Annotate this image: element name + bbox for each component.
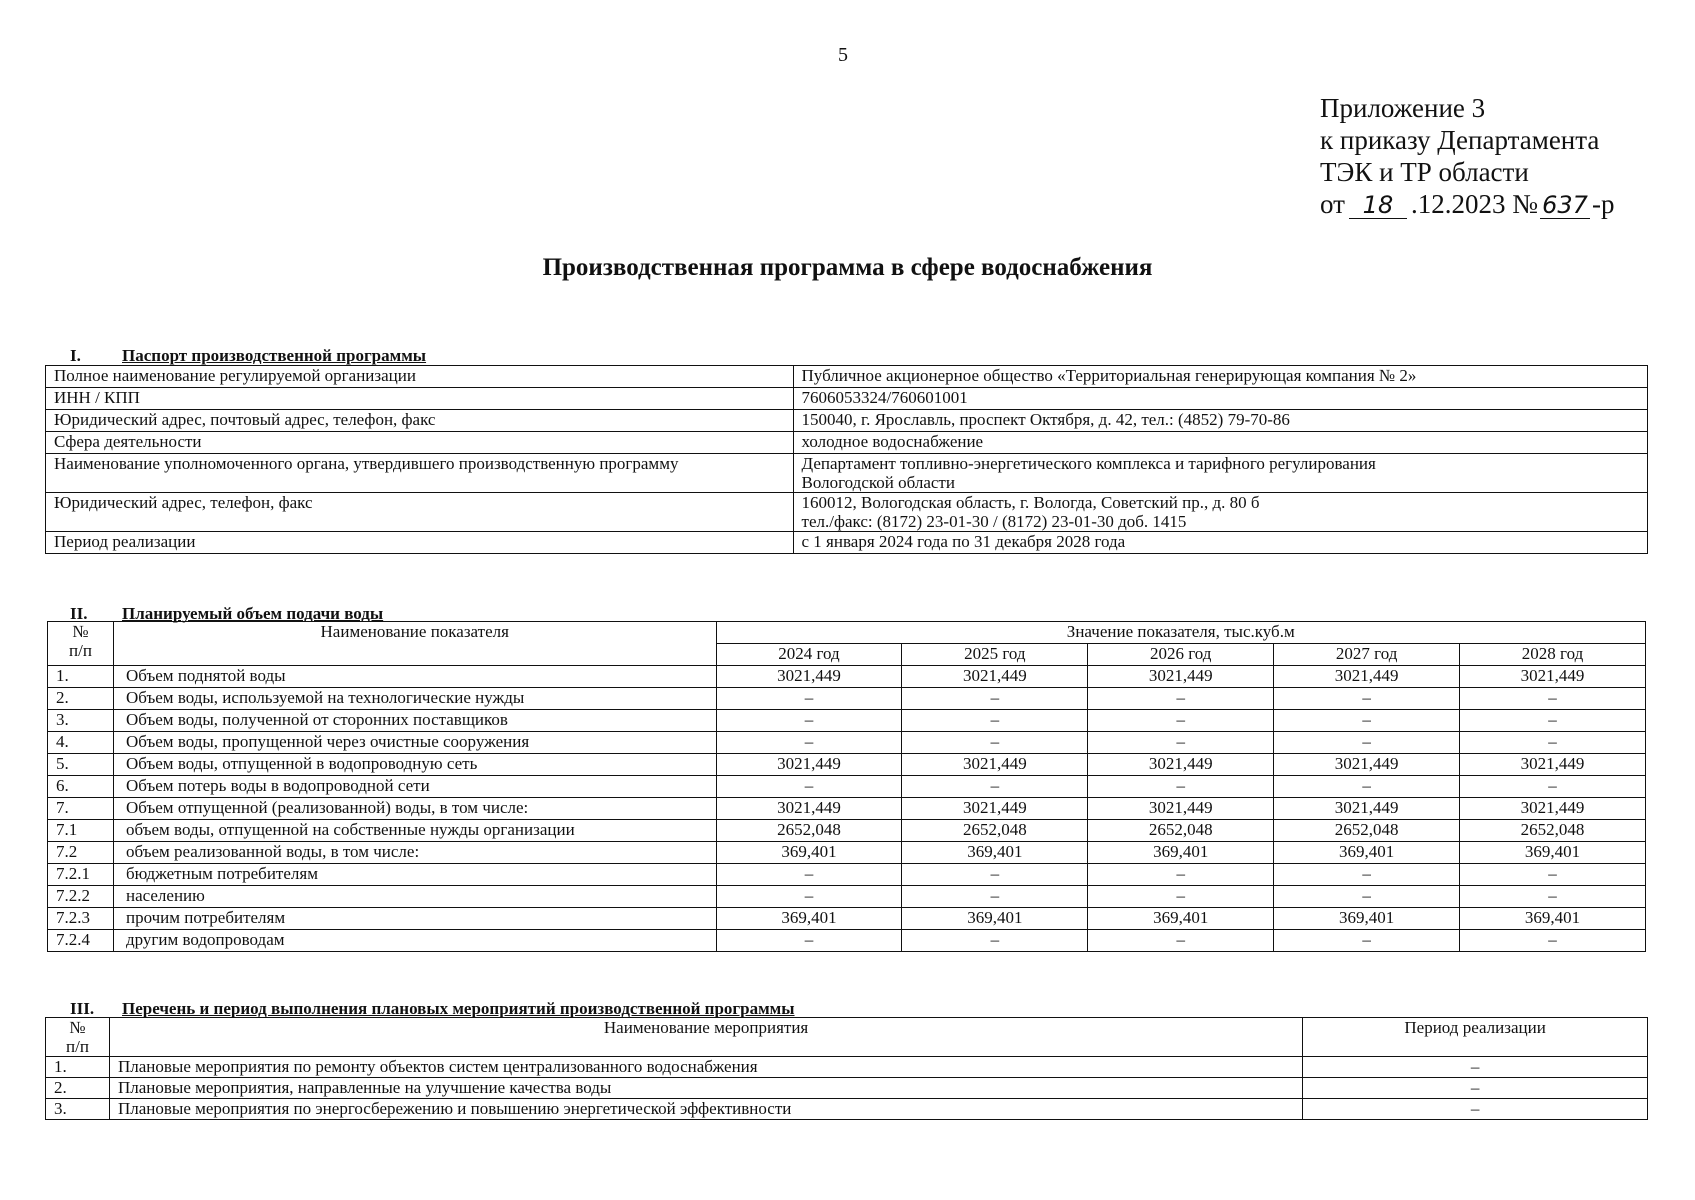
indicator-value: – <box>716 776 902 798</box>
indicator-value: – <box>902 930 1088 952</box>
indicator-value: – <box>902 732 1088 754</box>
row-number: 7.2.3 <box>48 908 114 930</box>
passport-value-line: 160012, Вологодская область, г. Вологда, Советский пр., д. 80 б <box>801 493 1260 512</box>
indicator-value: 3021,449 <box>716 754 902 776</box>
passport-value-line: 7606053324/760601001 <box>801 388 968 407</box>
table-row <box>46 1099 1648 1120</box>
header-measure-name: Наименование мероприятия <box>109 1018 1302 1057</box>
row-number: 1. <box>46 1057 110 1078</box>
order-suffix: -р <box>1591 189 1615 219</box>
indicator-name: бюджетным потребителям <box>113 864 716 886</box>
table-row <box>48 688 1646 710</box>
row-number: 7.2 <box>48 842 114 864</box>
row-number: 7.1 <box>48 820 114 842</box>
table-row <box>48 710 1646 732</box>
header-year: 2027 год <box>1274 644 1460 666</box>
indicator-value: – <box>716 732 902 754</box>
indicator-value: 369,401 <box>1274 908 1460 930</box>
measure-period: – <box>1303 1099 1648 1120</box>
indicator-value: 3021,449 <box>902 666 1088 688</box>
header-year: 2025 год <box>902 644 1088 666</box>
passport-value-line: Вологодской области <box>801 473 955 492</box>
passport-value <box>793 432 1647 454</box>
table-row <box>48 820 1646 842</box>
indicator-value: 3021,449 <box>902 798 1088 820</box>
passport-table-body <box>46 366 1648 554</box>
passport-value-line: Департамент топливно-энергетического комплекса и тарифного регулирования <box>801 454 1376 473</box>
header-year: 2028 год <box>1460 644 1646 666</box>
handwritten-order-number: 637 <box>1540 192 1590 219</box>
row-number: 6. <box>48 776 114 798</box>
row-number: 4. <box>48 732 114 754</box>
row-number: 5. <box>48 754 114 776</box>
header-year: 2026 год <box>1088 644 1274 666</box>
water-volume-table <box>47 621 1646 952</box>
table-row <box>48 930 1646 952</box>
passport-label: Наименование уполномоченного органа, утвердившего производственную программу <box>46 454 794 493</box>
header-num-sub: п/п <box>66 1037 89 1056</box>
appendix-block <box>1320 92 1614 220</box>
document-title: Производственная программа в сфере водоснабжения <box>542 254 1153 281</box>
indicator-value: 3021,449 <box>1274 798 1460 820</box>
passport-row <box>46 454 1648 493</box>
passport-row <box>46 410 1648 432</box>
header-period: Период реализации <box>1303 1018 1648 1057</box>
header-indicator-name: Наименование показателя <box>113 622 716 666</box>
indicator-value: – <box>1088 886 1274 908</box>
indicator-value: – <box>1460 710 1646 732</box>
passport-value-line: холодное водоснабжение <box>801 432 984 451</box>
indicator-name: другим водопроводам <box>113 930 716 952</box>
indicator-value: 2652,048 <box>1088 820 1274 842</box>
measure-period: – <box>1303 1057 1648 1078</box>
indicator-name: прочим потребителям <box>113 908 716 930</box>
table-row <box>48 666 1646 688</box>
indicator-value: – <box>716 930 902 952</box>
measures-body <box>46 1057 1648 1120</box>
passport-value <box>793 366 1647 388</box>
row-number: 7. <box>48 798 114 820</box>
indicator-value: 3021,449 <box>1274 666 1460 688</box>
passport-value-line: Публичное акционерное общество «Территориальная генерирующая компания № 2» <box>801 366 1417 385</box>
measure-name: Плановые мероприятия по ремонту объектов систем централизованного водоснабжения <box>109 1057 1302 1078</box>
indicator-name: Объем воды, используемой на технологические нужды <box>113 688 716 710</box>
passport-row <box>46 432 1648 454</box>
row-number: 2. <box>46 1078 110 1099</box>
passport-row <box>46 366 1648 388</box>
passport-label: Сфера деятельности <box>46 432 794 454</box>
indicator-value: – <box>716 864 902 886</box>
indicator-value: – <box>1274 886 1460 908</box>
table-row <box>48 842 1646 864</box>
indicator-value: 369,401 <box>1274 842 1460 864</box>
indicator-value: – <box>1088 732 1274 754</box>
section-title: Перечень и период выполнения плановых мероприятий производственной программы <box>122 999 795 1018</box>
indicator-value: – <box>1088 776 1274 798</box>
indicator-value: 2652,048 <box>902 820 1088 842</box>
table-row <box>46 1057 1648 1078</box>
appendix-date-line <box>1320 188 1614 220</box>
indicator-value: – <box>1088 688 1274 710</box>
passport-label: Полное наименование регулируемой организации <box>46 366 794 388</box>
header-num: № <box>72 622 89 641</box>
table-row <box>48 908 1646 930</box>
section-number: III. <box>70 999 95 1018</box>
passport-row <box>46 493 1648 532</box>
section-number: II. <box>70 604 88 623</box>
passport-row <box>46 532 1648 554</box>
indicator-value: 3021,449 <box>1460 798 1646 820</box>
indicator-value: 2652,048 <box>1460 820 1646 842</box>
indicator-name: Объем воды, пропущенной через очистные сооружения <box>113 732 716 754</box>
indicator-value: 369,401 <box>1088 908 1274 930</box>
page-number: 5 <box>838 44 848 66</box>
indicator-name: объем воды, отпущенной на собственные нужды организации <box>113 820 716 842</box>
row-number: 2. <box>48 688 114 710</box>
header-year: 2024 год <box>716 644 902 666</box>
indicator-value: – <box>1460 776 1646 798</box>
indicator-value: – <box>902 776 1088 798</box>
header-row <box>46 1018 1648 1057</box>
indicator-value: – <box>1088 930 1274 952</box>
row-number: 7.2.4 <box>48 930 114 952</box>
measure-name: Плановые мероприятия, направленные на улучшение качества воды <box>109 1078 1302 1099</box>
passport-value-line: 150040, г. Ярославль, проспект Октября, д. 42, тел.: (4852) 79-70-86 <box>801 410 1290 429</box>
passport-value <box>793 410 1647 432</box>
indicator-value: 2652,048 <box>1274 820 1460 842</box>
appendix-line-1: Приложение 3 <box>1320 93 1486 123</box>
date-rest: .12.2023 № <box>1410 189 1538 219</box>
water-volume-header <box>48 622 1646 666</box>
row-number: 7.2.1 <box>48 864 114 886</box>
passport-label: ИНН / КПП <box>46 388 794 410</box>
indicator-value: – <box>1088 864 1274 886</box>
table-row <box>48 754 1646 776</box>
header-value-group: Значение показателя, тыс.куб.м <box>716 622 1645 644</box>
indicator-value: 369,401 <box>716 842 902 864</box>
indicator-value: 3021,449 <box>1460 754 1646 776</box>
indicator-value: 3021,449 <box>1460 666 1646 688</box>
section-title: Планируемый объем подачи воды <box>122 604 384 623</box>
passport-value-line: с 1 января 2024 года по 31 декабря 2028 года <box>801 532 1126 551</box>
indicator-name: Объем воды, отпущенной в водопроводную сеть <box>113 754 716 776</box>
indicator-value: 369,401 <box>1460 908 1646 930</box>
indicator-value: – <box>1274 710 1460 732</box>
indicator-value: 3021,449 <box>1088 798 1274 820</box>
passport-value <box>793 532 1647 554</box>
indicator-value: 3021,449 <box>716 666 902 688</box>
table-row <box>48 886 1646 908</box>
handwritten-day: 18 <box>1349 192 1407 219</box>
appendix-line-3: ТЭК и ТР области <box>1320 157 1529 187</box>
indicator-value: 3021,449 <box>716 798 902 820</box>
indicator-name: Объем потерь воды в водопроводной сети <box>113 776 716 798</box>
passport-row <box>46 388 1648 410</box>
table-row <box>48 798 1646 820</box>
indicator-value: – <box>1460 886 1646 908</box>
indicator-value: 2652,048 <box>716 820 902 842</box>
indicator-value: 369,401 <box>902 842 1088 864</box>
row-number: 1. <box>48 666 114 688</box>
table-row <box>48 776 1646 798</box>
header-num-cell <box>48 622 114 666</box>
passport-value-line: тел./факс: (8172) 23-01-30 / (8172) 23-01-30 доб. 1415 <box>801 512 1187 531</box>
indicator-value: 369,401 <box>902 908 1088 930</box>
table-row <box>46 1078 1648 1099</box>
row-number: 3. <box>46 1099 110 1120</box>
indicator-value: – <box>1274 688 1460 710</box>
indicator-value: 3021,449 <box>1088 754 1274 776</box>
indicator-value: – <box>902 688 1088 710</box>
header-num-sub: п/п <box>69 641 92 660</box>
passport-value <box>793 388 1647 410</box>
indicator-value: – <box>902 864 1088 886</box>
water-volume-body <box>48 666 1646 952</box>
passport-label: Юридический адрес, телефон, факс <box>46 493 794 532</box>
indicator-value: 369,401 <box>716 908 902 930</box>
indicator-value: – <box>1088 710 1274 732</box>
indicator-value: 369,401 <box>1460 842 1646 864</box>
indicator-value: – <box>716 688 902 710</box>
indicator-value: – <box>716 710 902 732</box>
indicator-name: Объем отпущенной (реализованной) воды, в том числе: <box>113 798 716 820</box>
indicator-value: – <box>902 886 1088 908</box>
header-row <box>48 622 1646 644</box>
indicator-value: – <box>716 886 902 908</box>
indicator-name: Объем поднятой воды <box>113 666 716 688</box>
indicator-value: 3021,449 <box>1274 754 1460 776</box>
indicator-value: – <box>902 710 1088 732</box>
indicator-name: объем реализованной воды, в том числе: <box>113 842 716 864</box>
indicator-value: – <box>1274 776 1460 798</box>
indicator-value: – <box>1460 688 1646 710</box>
indicator-value: 369,401 <box>1088 842 1274 864</box>
table-row <box>48 864 1646 886</box>
measure-period: – <box>1303 1078 1648 1099</box>
header-num: № <box>69 1018 86 1037</box>
date-prefix: от <box>1320 189 1345 219</box>
indicator-value: – <box>1460 864 1646 886</box>
passport-label: Юридический адрес, почтовый адрес, телефон, факс <box>46 410 794 432</box>
measures-header <box>46 1018 1648 1057</box>
measure-name: Плановые мероприятия по энергосбережению и повышению энергетической эффективности <box>109 1099 1302 1120</box>
section-number: I. <box>70 346 81 365</box>
row-number: 7.2.2 <box>48 886 114 908</box>
indicator-value: – <box>1460 930 1646 952</box>
section-1-heading <box>70 347 426 365</box>
indicator-name: Объем воды, полученной от сторонних поставщиков <box>113 710 716 732</box>
appendix-line-2: к приказу Департамента <box>1320 125 1600 155</box>
passport-table <box>45 365 1648 554</box>
indicator-value: – <box>1460 732 1646 754</box>
indicator-value: – <box>1274 930 1460 952</box>
passport-value <box>793 493 1647 532</box>
measures-table <box>45 1017 1648 1120</box>
header-num-cell <box>46 1018 110 1057</box>
indicator-name: населению <box>113 886 716 908</box>
passport-value <box>793 454 1647 493</box>
section-title: Паспорт производственной программы <box>122 346 427 365</box>
passport-label: Период реализации <box>46 532 794 554</box>
indicator-value: – <box>1274 732 1460 754</box>
row-number: 3. <box>48 710 114 732</box>
section-3-heading <box>70 1000 795 1018</box>
indicator-value: 3021,449 <box>902 754 1088 776</box>
indicator-value: 3021,449 <box>1088 666 1274 688</box>
table-row <box>48 732 1646 754</box>
indicator-value: – <box>1274 864 1460 886</box>
